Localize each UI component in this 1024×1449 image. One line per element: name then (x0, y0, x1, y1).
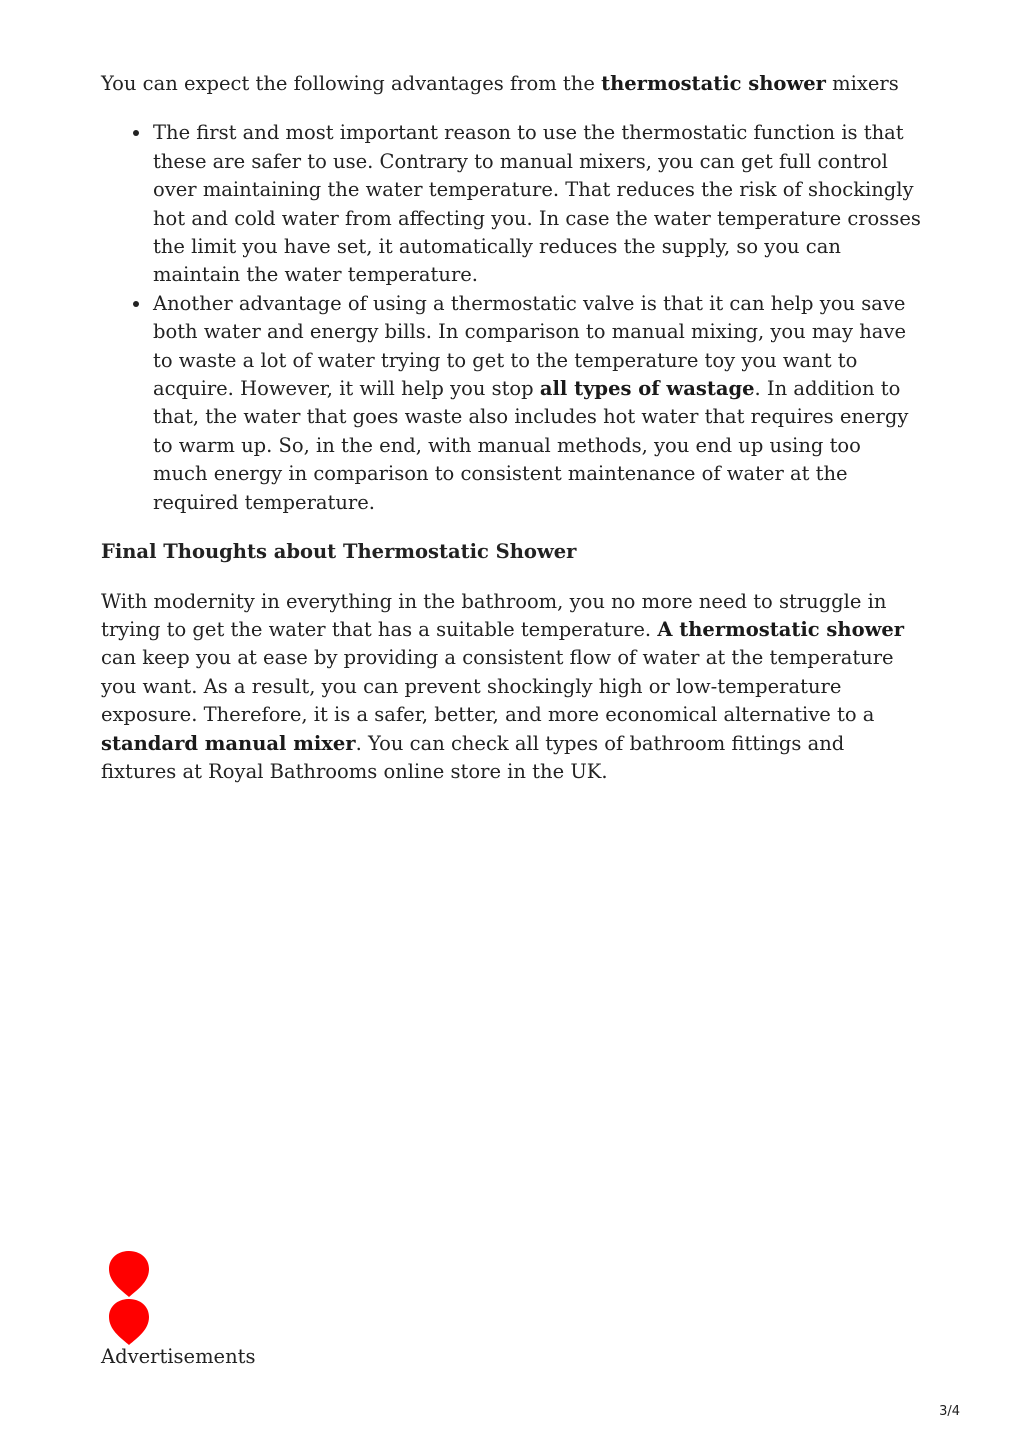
advertisements-label: Advertisements (101, 1345, 256, 1368)
standard-mixer-bold-term: standard manual mixer (101, 731, 356, 755)
bullet-icon (133, 130, 139, 136)
list-item: The first and most important reason to use the thermostatic function is that these are safer to use. Contrary to manual mixers, you can get full control over maintaining the water temperature. That reduces the risk of shockingly hot and cold water from affecting you. In case the water temperature crosses the limit you have set, it automatically reduces the supply, so you can maintain the water temperature. (153, 119, 921, 289)
advertisement-block[interactable] (101, 1250, 401, 1371)
red-drop-icon[interactable] (108, 1298, 150, 1346)
thermostatic-shower-bold-term: A thermostatic shower (657, 617, 905, 641)
wastage-bold-term: all types of wastage (539, 377, 755, 401)
intro-paragraph: You can expect the following advantages from the thermostatic shower mixers (101, 72, 899, 95)
page-number: 3/4 (939, 1404, 960, 1419)
advantages-list (101, 119, 921, 517)
red-drop-icon[interactable] (108, 1250, 150, 1298)
bullet-icon (133, 301, 139, 307)
intro-bold-term: thermostatic shower (601, 72, 826, 95)
final-thoughts-paragraph: With modernity in everything in the bathroom, you no more need to struggle in trying to get the water that has a suitable temperature. A thermostatic shower can keep you at ease by providing a consistent flow of water at the temperature you want. As a result, you can prevent shockingly high or low-temperature exposure. Therefore, it is a safer, better, and more economical alternative to a standard manual mixer. You can check all types of bathroom fittings and fixtures at Royal Bathrooms online store in the UK. (101, 589, 905, 783)
section-heading: Final Thoughts about Thermostatic Shower (101, 540, 577, 564)
list-item: Another advantage of using a thermostatic valve is that it can help you save both water and energy bills. In comparison to manual mixing, you may have to waste a lot of water trying to get to the temperature toy you want to acquire. However, it will help you stop all types of wastage. In addition to that, the water that goes waste also includes hot water that requires energy to warm up. So, in the end, with manual methods, you end up using too much energy in comparison to consistent maintenance of water at the required temperature. (153, 290, 921, 517)
document-body (101, 70, 921, 786)
